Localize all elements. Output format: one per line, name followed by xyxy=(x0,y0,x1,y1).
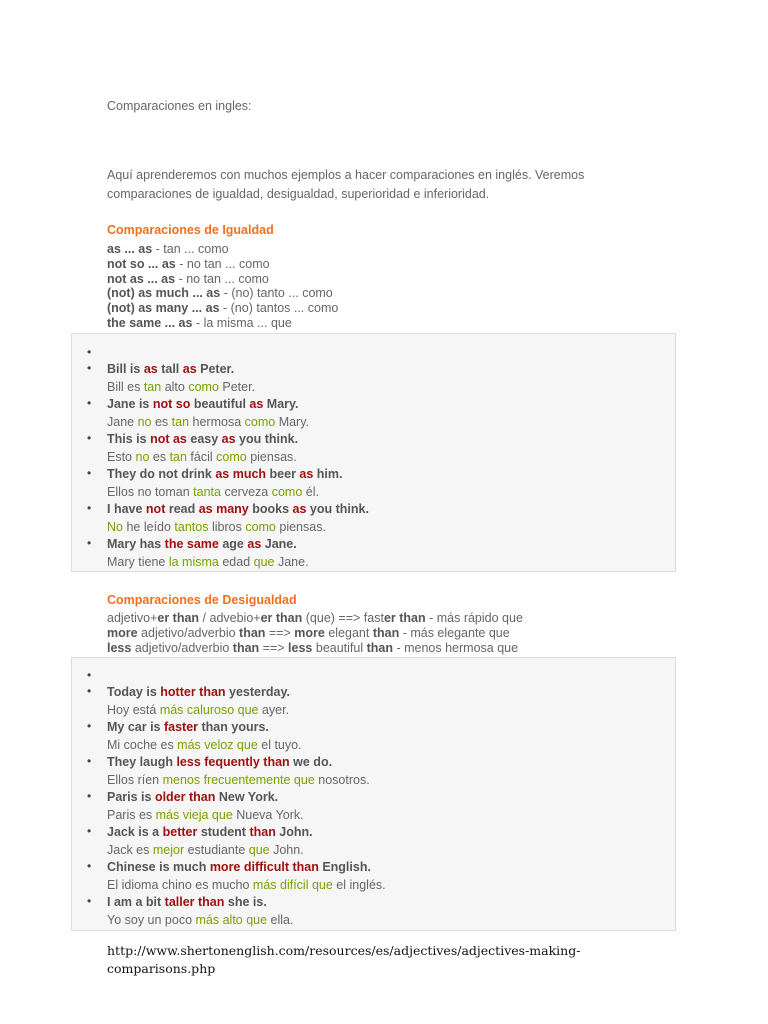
rule-line xyxy=(107,626,523,641)
example-english-part: as xyxy=(247,537,262,551)
example-english-part: English. xyxy=(318,860,371,874)
section-heading-igualdad: Comparaciones de Igualdad xyxy=(107,223,274,237)
example-english-part: him. xyxy=(313,467,343,481)
example-spanish-part: No xyxy=(107,520,123,534)
example-english xyxy=(107,501,675,518)
example-spanish xyxy=(107,413,675,431)
example-english-part: as much xyxy=(215,467,267,481)
rule-text: as ... as xyxy=(107,242,153,256)
bullet-icon: • xyxy=(87,668,92,682)
example-english-part: she is. xyxy=(224,895,267,909)
example-spanish-part: he leído xyxy=(122,520,175,534)
list-item xyxy=(72,754,675,789)
rule-text: - tan ... como xyxy=(152,242,229,256)
example-english-part: than xyxy=(249,825,276,839)
rule-text: than xyxy=(239,625,266,640)
example-spanish-part: como xyxy=(188,380,219,394)
rule-text: - menos hermosa que xyxy=(393,640,519,655)
example-spanish-part: no xyxy=(137,415,152,429)
example-spanish xyxy=(107,701,675,719)
example-english xyxy=(107,536,675,553)
rule-text: - no tan ... como xyxy=(175,271,269,286)
example-spanish-part: alto xyxy=(161,380,189,394)
example-english-part: we do. xyxy=(289,755,333,769)
example-spanish xyxy=(107,771,675,789)
bullet-icon: • xyxy=(87,345,92,359)
list-item xyxy=(72,501,675,536)
example-spanish-part: edad xyxy=(218,555,254,569)
example-english-part: Jane is xyxy=(107,397,153,411)
list-item xyxy=(72,684,675,719)
example-spanish-part: piensas. xyxy=(246,450,297,464)
rule-text: (not) as much ... as xyxy=(107,286,221,301)
rule-text: adjetivo/adverbio xyxy=(131,640,233,655)
rule-text: less xyxy=(107,640,132,655)
example-english xyxy=(107,466,675,483)
example-spanish-part: Mary. xyxy=(275,415,310,429)
example-english-part: beautiful xyxy=(190,397,250,411)
example-english xyxy=(107,396,675,413)
rule-text: (que) ==> fast xyxy=(302,611,384,625)
example-english-part: Today is xyxy=(107,685,161,699)
example-spanish-part: tan xyxy=(169,450,187,464)
example-spanish-part: cerveza xyxy=(220,485,272,499)
examples-box-igualdad xyxy=(71,333,676,572)
example-spanish-part: como xyxy=(271,485,303,499)
example-spanish xyxy=(107,483,675,501)
rule-line xyxy=(107,257,338,272)
example-spanish-part: El idioma chino es mucho xyxy=(107,878,253,892)
rule-text: - más rápido que xyxy=(425,611,523,625)
example-english-part: easy xyxy=(186,432,222,446)
rule-text: the same ... as xyxy=(107,315,193,330)
example-spanish-part: Ellos no toman xyxy=(107,485,194,499)
example-english-part: tall xyxy=(157,362,183,376)
rules-igualdad xyxy=(107,242,338,331)
example-english-part: Jack is a xyxy=(107,825,163,839)
example-spanish-part: libros xyxy=(208,520,246,534)
example-spanish-part: Ellos ríen xyxy=(107,773,163,787)
example-english-part: books xyxy=(248,502,293,516)
example-spanish-part: Hoy está xyxy=(107,703,160,717)
example-english xyxy=(107,824,675,841)
example-english xyxy=(107,431,675,448)
bullet-icon: • xyxy=(87,719,92,733)
rule-text: than xyxy=(372,625,400,640)
rule-text: adjetivo/adverbio xyxy=(137,625,240,640)
example-spanish-part: tan xyxy=(143,380,162,394)
bullet-icon: • xyxy=(87,536,92,550)
rule-line xyxy=(107,316,338,331)
example-english xyxy=(107,684,675,701)
example-english-part: than yours. xyxy=(198,720,269,734)
example-spanish-part: que xyxy=(248,843,270,857)
example-english-part: as xyxy=(299,467,314,481)
example-spanish-part: la misma xyxy=(168,555,219,569)
example-english xyxy=(107,789,675,806)
bullet-icon: • xyxy=(87,859,92,873)
example-spanish xyxy=(107,553,675,571)
bullet-icon: • xyxy=(87,824,92,838)
list-item xyxy=(72,536,675,571)
list-item xyxy=(72,859,675,894)
example-spanish-part: más difícil que xyxy=(252,878,333,892)
example-spanish-part: tantos xyxy=(174,520,209,534)
example-spanish xyxy=(107,378,675,396)
list-item xyxy=(72,396,675,431)
example-spanish-part: tanta xyxy=(193,485,221,499)
example-spanish-part: como xyxy=(244,415,276,429)
example-english-part: you think. xyxy=(306,502,369,516)
example-english-part: I am a bit xyxy=(107,895,165,909)
examples-box-desigualdad xyxy=(71,657,676,931)
example-english-part: as xyxy=(143,362,158,376)
example-english-part: read xyxy=(165,502,199,516)
page-title: Comparaciones en ingles: xyxy=(107,99,252,113)
example-english-part: less fequently than xyxy=(176,755,290,769)
example-spanish-part: tan xyxy=(171,415,190,429)
rule-text: ==> xyxy=(265,625,295,640)
example-spanish-part: más veloz que xyxy=(177,738,258,752)
bullet-icon: • xyxy=(87,789,92,803)
rule-text: er than xyxy=(260,611,303,625)
rule-line xyxy=(107,242,338,257)
example-spanish-part: ayer. xyxy=(258,703,290,717)
list-item xyxy=(72,789,675,824)
example-english-part: age xyxy=(218,537,248,551)
bullet-icon: • xyxy=(87,894,92,908)
example-english-part: New York. xyxy=(215,790,279,804)
example-english xyxy=(107,361,675,378)
example-english-part: This is xyxy=(107,432,151,446)
example-english-part: not so xyxy=(152,397,191,411)
example-spanish-part: más alto que xyxy=(195,913,268,927)
rule-text: - no tan ... como xyxy=(175,256,270,271)
bullet-icon: • xyxy=(87,684,92,698)
example-spanish-part: Yo soy un poco xyxy=(107,913,196,927)
rule-text: - más elegante que xyxy=(399,625,510,640)
example-english-part: as xyxy=(292,502,307,516)
rule-text: - la misma ... que xyxy=(192,315,292,330)
example-english-part: not as xyxy=(150,432,187,446)
example-spanish-part: nosotros. xyxy=(314,773,370,787)
section-heading-desigualdad: Comparaciones de Desigualdad xyxy=(107,593,297,607)
example-english-part: yesterday. xyxy=(225,685,290,699)
example-spanish xyxy=(107,806,675,824)
examples-list xyxy=(72,334,675,571)
example-spanish-part: no xyxy=(135,450,150,464)
example-spanish xyxy=(107,876,675,894)
example-english-part: better xyxy=(162,825,198,839)
list-item xyxy=(72,824,675,859)
bullet-icon: • xyxy=(87,431,92,445)
list-item-empty xyxy=(72,668,675,684)
example-spanish-part: como xyxy=(245,520,276,534)
example-spanish-part: fácil xyxy=(186,450,217,464)
example-spanish-part: Jack es xyxy=(107,843,153,857)
rule-text: than xyxy=(232,640,260,655)
rule-text: er than xyxy=(383,611,426,625)
rule-line xyxy=(107,286,338,301)
rule-text: - (no) tantos ... como xyxy=(219,301,339,316)
rule-text: er than xyxy=(157,611,200,625)
example-english xyxy=(107,719,675,736)
example-english-part: Mary. xyxy=(263,397,299,411)
example-spanish-part: Mi coche es xyxy=(107,738,178,752)
list-item xyxy=(72,466,675,501)
example-spanish-part: menos frecuentemente que xyxy=(162,773,315,787)
example-spanish-part: ella. xyxy=(267,913,294,927)
rules-desigualdad xyxy=(107,611,523,655)
list-item xyxy=(72,361,675,396)
example-english-part: you think. xyxy=(235,432,299,446)
source-link[interactable]: http://www.shertonenglish.com/resources/es/adjectives/adjectives-making-comparisons.php xyxy=(107,943,581,976)
rule-text: more xyxy=(294,625,325,640)
example-english-part: Peter. xyxy=(196,362,235,376)
example-english-part: I have xyxy=(107,502,146,516)
example-spanish-part: Peter. xyxy=(218,380,256,394)
example-spanish-part: John. xyxy=(269,843,304,857)
example-english-part: as xyxy=(182,362,197,376)
example-english-part: as xyxy=(221,432,236,446)
rule-line xyxy=(107,641,523,656)
example-english-part: beer xyxy=(266,467,300,481)
example-english-part: Bill is xyxy=(107,362,144,376)
example-english-part: They laugh xyxy=(107,755,177,769)
example-spanish-part: que xyxy=(253,555,275,569)
example-spanish-part: Nueva York. xyxy=(232,808,304,822)
example-spanish-part: mejor xyxy=(152,843,185,857)
example-spanish-part: Paris es xyxy=(107,808,156,822)
example-spanish-part: el inglés. xyxy=(332,878,386,892)
example-spanish-part: el tuyo. xyxy=(257,738,302,752)
examples-list xyxy=(72,658,675,929)
example-spanish-part: Bill es xyxy=(107,380,144,394)
example-spanish-part: Jane. xyxy=(274,555,309,569)
example-english-part: Paris is xyxy=(107,790,155,804)
bullet-icon: • xyxy=(87,466,92,480)
rule-line xyxy=(107,301,338,316)
example-english-part: older than xyxy=(154,790,216,804)
example-spanish-part: es xyxy=(149,450,170,464)
example-spanish-part: más caluroso que xyxy=(159,703,259,717)
rule-text: ==> xyxy=(259,640,289,655)
example-english-part: as many xyxy=(198,502,249,516)
rule-text: not as ... as xyxy=(107,271,176,286)
example-english-part: more difficult than xyxy=(209,860,319,874)
bullet-icon: • xyxy=(87,396,92,410)
example-english xyxy=(107,859,675,876)
example-spanish-part: más vieja que xyxy=(155,808,233,822)
bullet-icon: • xyxy=(87,361,92,375)
rule-text: adjetivo+ xyxy=(107,611,158,625)
bullet-icon: • xyxy=(87,754,92,768)
example-english-part: Chinese is much xyxy=(107,860,210,874)
example-spanish-part: piensas. xyxy=(275,520,326,534)
example-spanish-part: él. xyxy=(302,485,319,499)
example-spanish xyxy=(107,518,675,536)
example-spanish xyxy=(107,841,675,859)
example-spanish-part: Jane xyxy=(107,415,138,429)
example-spanish-part: es xyxy=(151,415,172,429)
example-spanish-part: como xyxy=(216,450,247,464)
example-spanish xyxy=(107,448,675,466)
example-english-part: not xyxy=(145,502,166,516)
example-english-part: Mary has xyxy=(107,537,165,551)
example-english xyxy=(107,754,675,771)
example-spanish xyxy=(107,736,675,754)
list-item xyxy=(72,719,675,754)
example-english-part: Jane. xyxy=(261,537,297,551)
rule-text: than xyxy=(366,640,393,655)
rule-text: elegant xyxy=(324,625,373,640)
rule-text: less xyxy=(288,640,313,655)
example-english-part: hotter than xyxy=(160,685,226,699)
rule-text: more xyxy=(107,625,138,640)
rule-line xyxy=(107,611,523,626)
list-item xyxy=(72,894,675,929)
example-spanish xyxy=(107,911,675,929)
example-spanish-part: Esto xyxy=(107,450,136,464)
rule-line xyxy=(107,272,338,287)
example-spanish-part: hermosa xyxy=(189,415,245,429)
rule-text: (not) as many ... as xyxy=(107,301,220,316)
example-english-part: John. xyxy=(275,825,313,839)
example-spanish-part: estudiante xyxy=(184,843,249,857)
rule-text: not so ... as xyxy=(107,256,176,271)
example-english-part: faster xyxy=(163,720,199,734)
example-english-part: They do not drink xyxy=(107,467,216,481)
bullet-icon: • xyxy=(87,501,92,515)
example-english-part: as xyxy=(249,397,264,411)
rule-text: - (no) tanto ... como xyxy=(220,286,333,301)
example-english-part: the same xyxy=(164,537,219,551)
list-item xyxy=(72,431,675,466)
rule-text: / advebio+ xyxy=(199,611,261,625)
list-item-empty xyxy=(72,345,675,361)
example-spanish-part: Mary tiene xyxy=(107,555,169,569)
rule-text: beautiful xyxy=(312,640,367,655)
example-english-part: student xyxy=(197,825,250,839)
example-english xyxy=(107,894,675,911)
example-english-part: My car is xyxy=(107,720,164,734)
example-english-part: taller than xyxy=(164,895,225,909)
intro-paragraph: Aquí aprenderemos con muchos ejemplos a hacer comparaciones en inglés. Veremos comparaciones de igualdad, desigualdad, superioridad e inferioridad. xyxy=(107,168,585,201)
